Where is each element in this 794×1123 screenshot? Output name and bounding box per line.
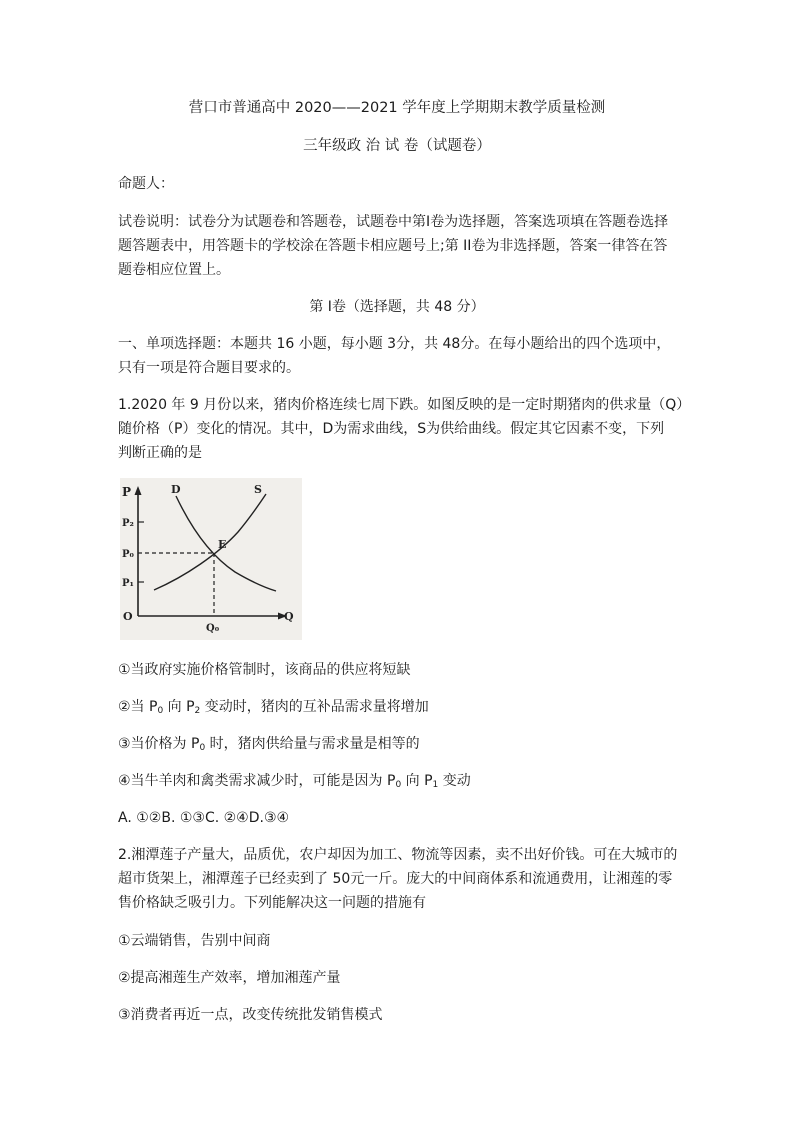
question2-stem-line: 2.湘潭莲子产量大，品质优，农户却因为加工、物流等因素，卖不出好价钱。可在大城市的	[118, 847, 678, 863]
question1-stem-line: 1.2020 年 9 月份以来，猪肉价格连续七周下跌。如图反映的是一定时期猪肉的供求量（Q）	[118, 397, 691, 413]
question1-stem-line: 判断正确的是	[118, 445, 202, 461]
origin-label: O	[123, 610, 133, 623]
x-axis-label: Q	[284, 610, 294, 623]
supply-label: S	[254, 483, 262, 496]
question2-stem-line: 超市货架上，湘潭莲子已经卖到了 50元一斤。庞大的中间商体系和流通费用，让湘莲的零	[118, 871, 673, 887]
p0-label: P₀	[122, 549, 134, 560]
instructions-line: 题答题表中，用答题卡的学校涂在答题卡相应题号上;第 II卷为非选择题，答案一律答在答	[118, 238, 668, 254]
question1-statement-3: ③当价格为 $P_0$ 时，猪肉供给量与需求量是相等的	[118, 736, 420, 753]
instructions-line: 试卷说明：试卷分为试题卷和答题卷，试题卷中第Ⅰ卷为选择题，答案选项填在答题卷选择	[118, 214, 669, 230]
supply-demand-graph	[120, 478, 302, 640]
part-intro-line: 只有一项是符合题目要求的。	[118, 360, 300, 376]
part-intro-line: 一、单项选择题：本题共 16 小题，每小题 3分，共 48分。在每小题给出的四个选项中，	[118, 336, 671, 352]
question2-statement-3: ③消费者再近一点，改变传统批发销售模式	[118, 1007, 383, 1023]
question2-stem-line: 售价格缺乏吸引力。下列能解决这一问题的措施有	[118, 895, 426, 911]
question1-statement-1: ①当政府实施价格管制时，该商品的供应将短缺	[118, 662, 411, 678]
question1-statement-4: ④当牛羊肉和禽类需求减少时，可能是因为 $P_0$ 向 $P_1$ 变动	[118, 773, 471, 790]
p2-label: P₂	[122, 518, 134, 529]
y-axis-label: P	[122, 485, 132, 499]
demand-label: D	[171, 483, 181, 496]
q0-label: Q₀	[206, 623, 220, 634]
exam-title: 营口市普通高中 2020——2021 学年度上学期期末教学质量检测	[188, 100, 606, 116]
question1-stem-line: 随价格（P）变化的情况。其中，D为需求曲线，S为供给曲线。假定其它因素不变，下列	[118, 421, 665, 437]
question1-statement-2: ②当 $P_0$ 向 $P_2$ 变动时，猪肉的互补品需求量将增加	[118, 699, 429, 716]
p1-label: P₁	[122, 578, 134, 589]
question1-options: A. ①②B. ①③C. ②④D.③④	[118, 810, 290, 826]
question2-statement-1: ①云端销售，告别中间商	[118, 933, 271, 949]
exam-subtitle: 三年级政 治 试 卷（试题卷）	[303, 138, 491, 154]
section-title: 第 Ⅰ卷（选择题，共 48 分）	[309, 299, 485, 315]
equilibrium-label: E	[218, 538, 227, 551]
instructions-line: 题卷相应位置上。	[118, 262, 230, 278]
author-label: 命题人：	[118, 176, 174, 192]
question2-statement-2: ②提高湘莲生产效率，增加湘莲产量	[118, 970, 341, 986]
